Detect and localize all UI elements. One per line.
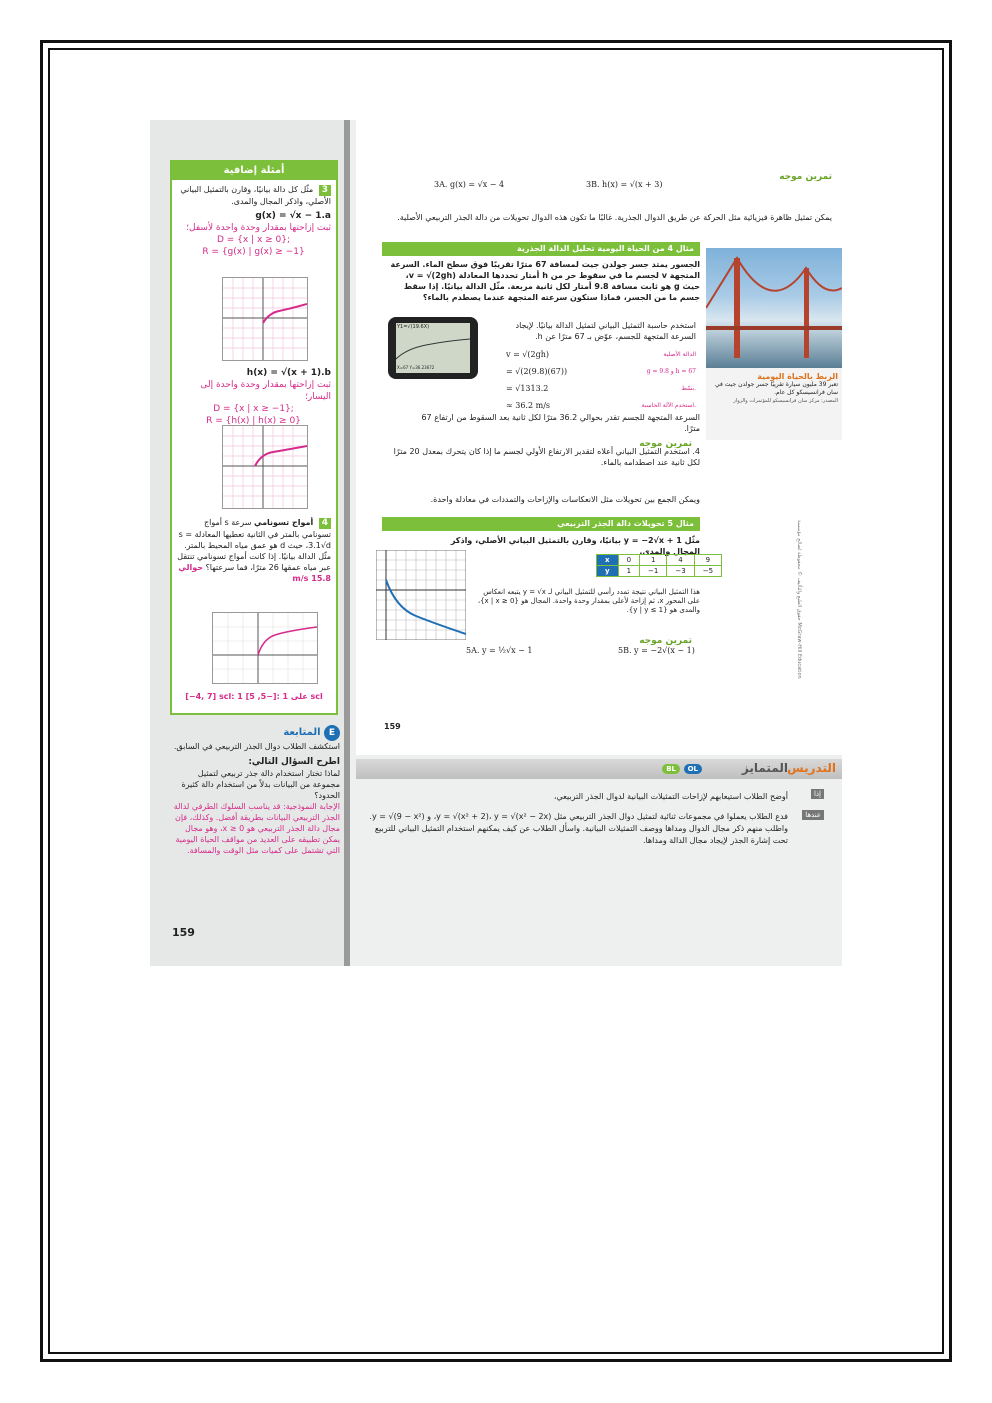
practice-5a: 5A. y = ½√x − 1 (466, 646, 533, 655)
step-2 (506, 363, 696, 380)
window-settings: [−4, 7] scl: 1 على 1 :[−5, 5] scl (185, 692, 323, 701)
intro-paragraph: يمكن تمثيل ظاهرة فيزيائية مثل الحركة عن طريق الدوال الجذرية. غالبًا ما تكون هذه الدوال تحويلات من دالة الجذر التربيعي الأصلية. (397, 213, 832, 222)
table-y-cell: −1 (640, 566, 667, 577)
vertical-credit-text: حقوق الطبع والتأليف © محفوظة لصالح مؤسسة McGraw-Hill Education (796, 520, 802, 679)
ask-question: لماذا تختار استخدام دالة جذر تربيعي لتمثيل مجموعة من البيانات بدلاً من استخدام دالة كثيرة الحدود؟ (181, 769, 340, 800)
differentiated-instruction (356, 755, 842, 966)
practice-5b: 5B. y = −2√(x − 1) (618, 646, 695, 655)
step-4-note: استخدم الآلة الحاسبة. (641, 402, 696, 409)
follow-up-text: استكشف الطلاب دوال الجذر التربيعي في السابق. (173, 742, 340, 751)
example-3 (172, 180, 336, 207)
table-y-cell: −5 (694, 566, 721, 577)
example-3a-answer: ثبت إزاحتها بمقدار وحدة واحدة لأسفل؛ (186, 223, 331, 233)
follow-up-title (172, 725, 340, 741)
example-4-step: استخدم حاسبة التمثيل البياني لتمثيل الدالة بيانيًا. لإيجاد السرعة المتجهة للجسم، عوّض بـ 67 مترًا عن h. (515, 321, 696, 341)
step-2-note: g = 9.8 و h = 67 (646, 368, 696, 375)
practice-4: 4. استخدم التمثيل البياني أعلاه لتقدير الارتفاع الأولي لجسم ما إذا كان يتحرك بمعدل 20 مترًا لكل ثانية عند اصطدامه بالماء. (393, 447, 700, 467)
example-5-explanation: هذا التمثيل البياني نتيجة تمدد رأسي للتمثيل البياني لـ y = √x يتبعه انعكاس على المحور x، ثم إزاحة لأعلى بمقدار وحدة واحدة. المجال هو {x | x ≥ 0}، والمدى هو {y | y ≤ 1}. (477, 588, 700, 614)
then-tag: عندها (802, 810, 824, 820)
step-3-eq: = √1313.2 (506, 384, 549, 393)
step-2-eq: = √(2(9.8)(67)) (506, 367, 568, 376)
example-3b (176, 367, 331, 427)
example-4-banner: مثال 4 من الحياة اليومية تحليل الدالة الجذرية (382, 242, 700, 256)
practice-3a: 3A. g(x) = √x − 4 (434, 180, 505, 189)
example-4-problem: الجسور يمتد جسر جولدن جيت لمسافة 67 مترًا تقريبًا فوق سطح الماء. السرعة المتجهة v لجسم ما في سقوط حر من h أمتار تحددها المعادلة v = √(2gh)، حيث g هو ثابت مسافة 9.8 أمتار لكل ثانية مربعة. مثّل الدالة بيانيًا. إذا سقط جسم ما من الجسر، فماذا ستكون سرعته المتجهة عندما يصطدم بالماء؟ (390, 260, 700, 302)
if-line: أوضح الطلاب استيعابهم لإزاحات التمثيلات البيانية لدوال الجذر التربيعي، (553, 792, 788, 801)
guided-practice-3 (639, 628, 692, 647)
example-3a-function: g(x) = √x − 1.a (255, 211, 331, 221)
badge-bl: BL (662, 764, 680, 774)
example-5-banner: مثال 5 تحويلات دالة الجذر التربيعي (382, 517, 700, 531)
table-y-cell: y (597, 566, 619, 577)
solution-steps (506, 346, 696, 414)
step-1 (506, 346, 696, 363)
badge-ol: OL (684, 764, 702, 774)
example-4-text: سرعة s أمواج تسونامي بالمتر في الثانية تعطيها المعادلة s = 3.1√d، حيث d هو عمق مياه المحيط بالمتر. مثّل الدالة بيانيًا. إذا كانت أمواج تسونامي تنتقل عبر مياه عمقها 26 مترًا، فما سرعتها؟ (177, 518, 331, 572)
if-tag: إذا (811, 789, 824, 799)
golden-gate-photo (706, 248, 842, 368)
example-4-answer: حوالي 15.8 m/s (178, 563, 331, 583)
calculator-equation: Y1=√(19.6X) (397, 324, 430, 330)
example-3-number: 3 (319, 185, 331, 196)
student-page (356, 120, 842, 755)
example-3b-function: h(x) = √(x + 1).b (246, 368, 331, 378)
example-3a (172, 207, 336, 258)
title-part-b: المتمايز (741, 761, 788, 775)
practice-label-3: تمرين موجه (639, 636, 692, 646)
calculator-screen (396, 323, 470, 373)
calculator-curve (396, 331, 470, 361)
vertical-credit (790, 520, 810, 720)
step-3 (506, 380, 696, 397)
example-5-task: مثّل y = −2√x + 1 بيانيًا، وقارن بالتمثيل البياني الأصلي، واذكر المجال والمدى. (450, 536, 700, 556)
example-4-title: أمواج تسونامي (253, 518, 314, 527)
example-5-graph (376, 550, 466, 640)
graphing-calculator (388, 317, 478, 379)
step-1-note: الدالة الأصلية (663, 351, 696, 358)
follow-up-label: المتابعة (283, 727, 321, 738)
table-y-cell: 1 (618, 566, 639, 577)
ask-title: اطرح السؤال التالي: (248, 757, 340, 767)
example-4 (176, 517, 331, 584)
bridge-illustration (706, 248, 842, 368)
guided-practice-1 (779, 164, 832, 183)
teacher-margin (150, 120, 350, 966)
example-3b-range: R = {h(x) | h(x) ≥ 0} (206, 416, 301, 426)
table-x-cell: 4 (667, 555, 694, 566)
graph-3a (222, 277, 308, 361)
table-x-cell: 9 (694, 555, 721, 566)
side-page-number: 159 (172, 926, 195, 939)
table-x-cell: 0 (618, 555, 639, 566)
table-row-y (597, 566, 722, 577)
caption-text: تعبر 39 مليون سيارة تقريبًا جسر جولدن جيت في سان فرانسيسكو كل عام. (715, 381, 838, 396)
tsunami-graph (212, 612, 318, 684)
example-3b-answer: ثبت إزاحتها بمقدار وحدة واحدة إلى اليسار؛ (200, 380, 331, 402)
practice-3b: 3B. h(x) = √(x + 3) (586, 180, 663, 189)
example-3a-range: R = {g(x) | g(x) ≥ −1} (202, 247, 305, 257)
table-x-cell: x (597, 555, 619, 566)
step-3-note: بسّط. (681, 385, 696, 392)
title-part-a: التدريس (787, 761, 836, 775)
values-table (596, 554, 722, 577)
table-x-cell: 1 (640, 555, 667, 566)
graph-3b (222, 425, 308, 509)
example-3-text: مثّل كل دالة بيانيًا، وقارن بالتمثيل البياني الأصلي، واذكر المجال والمدى. (180, 185, 331, 206)
step-1-eq: v = √(2gh) (506, 350, 550, 359)
real-world-caption (706, 368, 842, 440)
example-4-conclusion: السرعة المتجهة للجسم تقدر بحوالي 36.2 مترًا لكل ثانية بعد السقوط من ارتفاع 67 مترًا. (421, 413, 700, 433)
practice-label: تمرين موجه (779, 172, 832, 182)
caption-title: الربط بالحياة اليومية (757, 372, 838, 381)
textbook-page (150, 120, 842, 966)
example-4-number: 4 (319, 518, 331, 529)
example-3a-domain: D = {x | x ≥ 0}; (216, 235, 291, 245)
follow-up-icon: E (324, 725, 340, 741)
calculator-readout: X=67 Y=36.23672 (397, 365, 435, 370)
table-row-x (597, 555, 722, 566)
caption-source: المصدر: مركز سان فرانسيسكو للمؤتمرات والزوار (733, 398, 838, 404)
example-3b-domain: D = {x | x ≥ −1}; (213, 404, 294, 414)
additional-examples-header: أمثلة إضافية (172, 162, 336, 180)
differentiated-bar (356, 759, 842, 779)
follow-up (172, 725, 340, 856)
combination-text: ويمكن الجمع بين تحويلات مثل الانعكاسات والإزاحات والتمددات في معادلة واحدة. (430, 495, 700, 504)
step-4-eq: ≈ 36.2 m/s (506, 401, 550, 410)
ask-answer: الإجابة النموذجية: قد يناسب السلوك الطرفي لدالة الجذر التربيعي البيانات بطريقة أفضل. وكذلك، فإن مجال دالة الجذر التربيعي هو x ≥ 0، وهو مجال يمكن تطبيقه على العديد من مواقف الحياة اليومية التي تشتمل على كميات مثل الوقت والمسافة. (173, 802, 340, 855)
main-page-number: 159 (384, 722, 401, 731)
table-y-cell: −3 (667, 566, 694, 577)
additional-examples-box (170, 160, 338, 715)
practice-label-2: تمرين موجه (639, 439, 692, 449)
then-line: فدع الطلاب يعملوا في مجموعات ثنائية لتمثيل دوال الجذر التربيعي مثل y = √(x² + 2)، y = √(x² − 2x)، و y = √(9 − x²). واطلب منهم ذكر مجال الدوال ومداها ووصف التمثيلات البيانية. واسأل الطلاب عن كيف يمكنهم استخدام التمثيل البياني للتربيع تحت إشارة الجذر لإيجاد مجال الدالة ومداها. (369, 812, 788, 845)
